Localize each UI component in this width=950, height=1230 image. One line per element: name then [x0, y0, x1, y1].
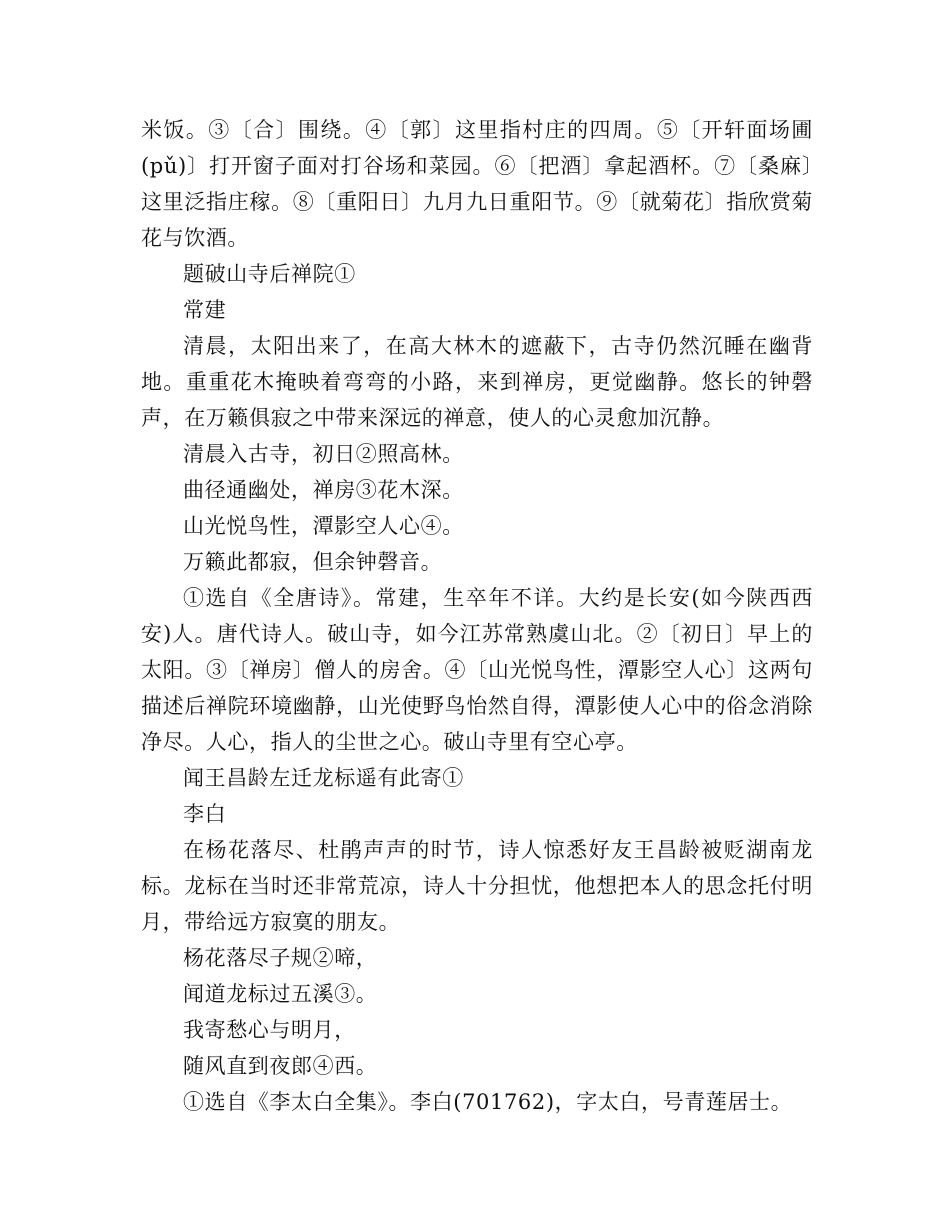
- poem-author: 常建: [183, 298, 227, 322]
- poem-line: 闻道龙标过五溪③。: [183, 982, 378, 1006]
- poem-line: 我寄愁心与明月，: [183, 1018, 356, 1042]
- poem-introduction: 在杨花落尽、杜鹃声声的时节，诗人惊悉好友王昌龄被贬湖南龙标。龙标在当时还非常荒凉，诗人十分担忧，他想把本人的思念托付明月，带给远方寂寞的朋友。: [141, 838, 813, 934]
- poem-title: 题破山寺后禅院①: [183, 262, 356, 286]
- annotation-paragraph: ①选自《全唐诗》。常建，生卒年不详。大约是长安(如今陕西西安)人。唐代诗人。破山寺，如今江苏常熟虞山北。②〔初日〕早上的太阳。③〔禅房〕僧人的房舍。④〔山光悦鸟性，潭影空人心〕这两句描述后禅院环境幽静，山光使野鸟怡然自得，潭影使人心中的俗念消除净尽。人心，指人的尘世之心。破山寺里有空心亭。: [141, 586, 813, 754]
- poem-line: 山光悦鸟性，潭影空人心④。: [183, 514, 464, 538]
- poem-line: 万籁此都寂，但余钟磬音。: [183, 550, 443, 574]
- poem-line: 随风直到夜郎④西。: [183, 1054, 378, 1078]
- poem-introduction: 清晨，太阳出来了，在高大林木的遮蔽下，古寺仍然沉睡在幽背地。重重花木掩映着弯弯的小路，来到禅房，更觉幽静。悠长的钟磬声，在万籁俱寂之中带来深远的禅意，使人的心灵愈加沉静。: [141, 334, 813, 430]
- poem-line: 杨花落尽子规②啼，: [183, 946, 378, 970]
- annotation-paragraph: ①选自《李太白全集》。李白(701762)，字太白，号青莲居士。: [183, 1090, 793, 1114]
- poem-title: 闻王昌龄左迁龙标遥有此寄①: [183, 766, 464, 790]
- document-body: [141, 112, 813, 1120]
- poem-line: 曲径通幽处，禅房③花木深。: [183, 478, 464, 502]
- poem-line: 清晨入古寺，初日②照高林。: [183, 442, 464, 466]
- annotation-paragraph: 米饭。③〔合〕围绕。④〔郭〕这里指村庄的四周。⑤〔开轩面场圃(pǔ)〕打开窗子面对打谷场和菜园。⑥〔把酒〕拿起酒杯。⑦〔桑麻〕这里泛指庄稼。⑧〔重阳日〕九月九日重阳节。⑨〔就菊花〕指欣赏菊花与饮酒。: [141, 118, 813, 250]
- poem-author: 李白: [183, 802, 227, 826]
